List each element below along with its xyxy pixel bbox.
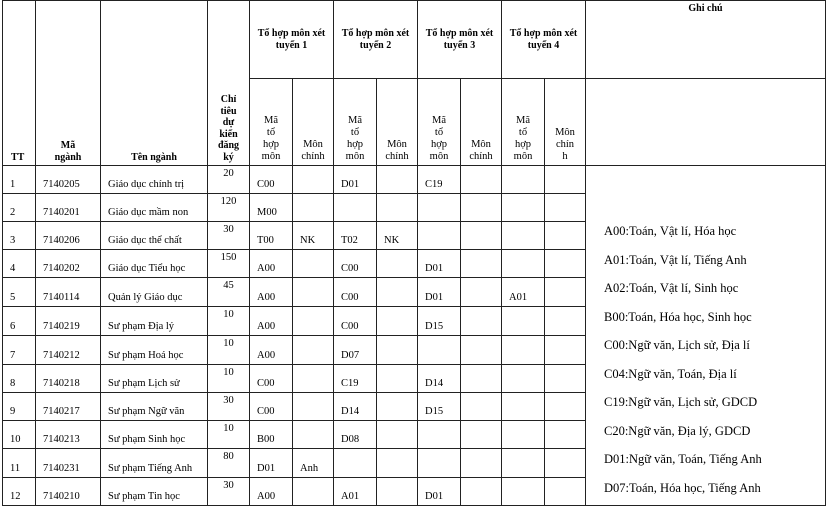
row-mon-chinh-3 (461, 478, 502, 506)
row-ten-nganh: Giáo dục thể chất (101, 222, 208, 250)
row-mon-chinh-2 (377, 250, 418, 278)
row-to-hop-1: C00 (250, 166, 293, 194)
row-to-hop-3: D01 (418, 478, 461, 506)
note-line: C00:Ngữ văn, Lịch sử, Địa lí (604, 338, 750, 352)
row-ma-nganh: 7140201 (36, 194, 101, 222)
header-ma-nganh: Mã ngành (36, 1, 101, 166)
row-to-hop-2: D01 (334, 166, 377, 194)
row-to-hop-4 (502, 365, 545, 393)
row-to-hop-4 (502, 449, 545, 478)
row-ten-nganh: Sư phạm Ngữ văn (101, 393, 208, 421)
row-to-hop-4 (502, 478, 545, 506)
note-line: A01:Toán, Vật lí, Tiếng Anh (604, 252, 747, 267)
row-to-hop-2: C19 (334, 365, 377, 393)
note-line: C19:Ngữ văn, Lịch sử, GDCD (604, 395, 758, 409)
row-tt: 7 (3, 336, 36, 365)
row-mon-chinh-2 (377, 449, 418, 478)
row-ma-nganh: 7140231 (36, 449, 101, 478)
row-to-hop-3: D15 (418, 307, 461, 336)
row-mon-chinh-2 (377, 194, 418, 222)
row-mon-chinh-3 (461, 250, 502, 278)
row-ma-nganh: 7140218 (36, 365, 101, 393)
row-to-hop-1: C00 (250, 393, 293, 421)
row-mon-chinh-2 (377, 336, 418, 365)
row-mon-chinh-2 (377, 166, 418, 194)
row-to-hop-2 (334, 449, 377, 478)
row-ten-nganh: Giáo dục mầm non (101, 194, 208, 222)
row-to-hop-2: C00 (334, 307, 377, 336)
row-mon-chinh-1 (293, 194, 334, 222)
header-group-4: Tổ hợp môn xét tuyển 4 (502, 1, 586, 79)
header-ma-to-hop-2: Mã tổ hợp môn (334, 79, 377, 166)
row-tt: 8 (3, 365, 36, 393)
row-ten-nganh: Sư phạm Địa lý (101, 307, 208, 336)
row-mon-chinh-1: NK (293, 222, 334, 250)
row-to-hop-3: D14 (418, 365, 461, 393)
row-chi-tieu: 30 (208, 393, 250, 421)
row-to-hop-4: A01 (502, 278, 545, 307)
note-line: B00:Toán, Hóa học, Sinh học (604, 309, 752, 324)
note-line: C04:Ngữ văn, Toán, Địa lí (604, 366, 737, 381)
header-mon-chinh-1: Môn chính (293, 79, 334, 166)
row-mon-chinh-3 (461, 278, 502, 307)
row-to-hop-1: B00 (250, 421, 293, 449)
row-mon-chinh-4 (545, 449, 586, 478)
note-line: D07:Toán, Hóa học, Tiếng Anh (604, 480, 761, 495)
note-line: A02:Toán, Vật lí, Sinh học (604, 281, 739, 295)
row-to-hop-4 (502, 166, 545, 194)
row-ma-nganh: 7140202 (36, 250, 101, 278)
row-to-hop-3 (418, 194, 461, 222)
row-ten-nganh: Sư phạm Hoá học (101, 336, 208, 365)
row-mon-chinh-3 (461, 336, 502, 365)
row-mon-chinh-4 (545, 166, 586, 194)
row-tt: 1 (3, 166, 36, 194)
row-mon-chinh-2 (377, 278, 418, 307)
row-chi-tieu: 20 (208, 166, 250, 194)
row-mon-chinh-2 (377, 365, 418, 393)
row-to-hop-1: A00 (250, 478, 293, 506)
row-mon-chinh-1 (293, 278, 334, 307)
row-to-hop-1: D01 (250, 449, 293, 478)
table-row (3, 166, 826, 194)
row-to-hop-3: C19 (418, 166, 461, 194)
notes-cell (586, 166, 826, 506)
row-mon-chinh-3 (461, 393, 502, 421)
row-to-hop-1: T00 (250, 222, 293, 250)
row-mon-chinh-3 (461, 222, 502, 250)
row-mon-chinh-4 (545, 393, 586, 421)
header-ma-to-hop-4: Mã tổ hợp môn (502, 79, 545, 166)
row-chi-tieu: 10 (208, 365, 250, 393)
row-mon-chinh-4 (545, 194, 586, 222)
row-to-hop-1: A00 (250, 250, 293, 278)
row-to-hop-4 (502, 222, 545, 250)
row-to-hop-4 (502, 250, 545, 278)
header-mon-chinh-2: Môn chính (377, 79, 418, 166)
row-tt: 10 (3, 421, 36, 449)
row-chi-tieu: 10 (208, 336, 250, 365)
row-tt: 6 (3, 307, 36, 336)
row-ma-nganh: 7140212 (36, 336, 101, 365)
header-mon-chinh-4: Môn chín h (545, 79, 586, 166)
row-mon-chinh-3 (461, 421, 502, 449)
header-chi-tieu: Chỉ tiêu dự kiến đăng ký (208, 1, 250, 166)
row-to-hop-1: M00 (250, 194, 293, 222)
row-chi-tieu: 10 (208, 307, 250, 336)
admissions-table (2, 0, 826, 506)
row-mon-chinh-1 (293, 307, 334, 336)
row-mon-chinh-4 (545, 421, 586, 449)
row-to-hop-2: C00 (334, 250, 377, 278)
row-ma-nganh: 7140205 (36, 166, 101, 194)
row-to-hop-4 (502, 336, 545, 365)
row-mon-chinh-2 (377, 393, 418, 421)
header-ma-to-hop-3: Mã tổ hợp môn (418, 79, 461, 166)
note-line: C20:Ngữ văn, Địa lý, GDCD (604, 423, 751, 438)
row-to-hop-3 (418, 449, 461, 478)
row-mon-chinh-1: Anh (293, 449, 334, 478)
row-tt: 11 (3, 449, 36, 478)
row-mon-chinh-1 (293, 336, 334, 365)
row-to-hop-2: A01 (334, 478, 377, 506)
row-chi-tieu: 45 (208, 278, 250, 307)
row-to-hop-1: A00 (250, 336, 293, 365)
row-mon-chinh-1 (293, 166, 334, 194)
row-to-hop-2: D08 (334, 421, 377, 449)
row-ma-nganh: 7140210 (36, 478, 101, 506)
row-to-hop-4 (502, 421, 545, 449)
row-mon-chinh-3 (461, 449, 502, 478)
row-mon-chinh-3 (461, 307, 502, 336)
row-tt: 4 (3, 250, 36, 278)
row-ma-nganh: 7140213 (36, 421, 101, 449)
row-mon-chinh-4 (545, 222, 586, 250)
row-to-hop-1: C00 (250, 365, 293, 393)
row-chi-tieu: 10 (208, 421, 250, 449)
row-chi-tieu: 120 (208, 194, 250, 222)
row-ten-nganh: Quản lý Giáo dục (101, 278, 208, 307)
row-mon-chinh-2: NK (377, 222, 418, 250)
row-chi-tieu: 150 (208, 250, 250, 278)
row-to-hop-2: D14 (334, 393, 377, 421)
row-chi-tieu: 30 (208, 222, 250, 250)
row-ma-nganh: 7140217 (36, 393, 101, 421)
row-to-hop-3 (418, 222, 461, 250)
row-to-hop-4 (502, 194, 545, 222)
header-ghi-chu: Ghi chú (586, 1, 826, 79)
row-mon-chinh-2 (377, 421, 418, 449)
row-ten-nganh: Giáo dục Tiểu học (101, 250, 208, 278)
row-mon-chinh-4 (545, 278, 586, 307)
header-mon-chinh-3: Môn chính (461, 79, 502, 166)
row-ten-nganh: Sư phạm Sinh học (101, 421, 208, 449)
row-ten-nganh: Giáo dục chính trị (101, 166, 208, 194)
row-mon-chinh-4 (545, 250, 586, 278)
note-line: D01:Ngữ văn, Toán, Tiếng Anh (604, 452, 762, 466)
row-ten-nganh: Sư phạm Tiếng Anh (101, 449, 208, 478)
row-mon-chinh-4 (545, 478, 586, 506)
header-group-1: Tổ hợp môn xét tuyển 1 (250, 1, 334, 79)
row-to-hop-3 (418, 421, 461, 449)
row-ten-nganh: Sư phạm Lịch sử (101, 365, 208, 393)
row-tt: 5 (3, 278, 36, 307)
row-ma-nganh: 7140206 (36, 222, 101, 250)
row-to-hop-1: A00 (250, 307, 293, 336)
row-to-hop-2: D07 (334, 336, 377, 365)
row-mon-chinh-3 (461, 166, 502, 194)
row-tt: 3 (3, 222, 36, 250)
row-to-hop-2 (334, 194, 377, 222)
header-ten-nganh: Tên ngành (101, 1, 208, 166)
row-mon-chinh-3 (461, 365, 502, 393)
row-tt: 12 (3, 478, 36, 506)
row-to-hop-3: D01 (418, 278, 461, 307)
header-tt: TT (3, 1, 36, 166)
row-mon-chinh-4 (545, 336, 586, 365)
row-ten-nganh: Sư phạm Tin học (101, 478, 208, 506)
row-tt: 9 (3, 393, 36, 421)
row-to-hop-3: D15 (418, 393, 461, 421)
row-to-hop-2: C00 (334, 278, 377, 307)
row-mon-chinh-1 (293, 250, 334, 278)
row-to-hop-4 (502, 393, 545, 421)
row-chi-tieu: 30 (208, 478, 250, 506)
row-tt: 2 (3, 194, 36, 222)
row-to-hop-3 (418, 336, 461, 365)
row-ma-nganh: 7140114 (36, 278, 101, 307)
row-mon-chinh-1 (293, 421, 334, 449)
row-to-hop-4 (502, 307, 545, 336)
row-mon-chinh-1 (293, 393, 334, 421)
header-group-3: Tổ hợp môn xét tuyển 3 (418, 1, 502, 79)
row-mon-chinh-4 (545, 307, 586, 336)
row-mon-chinh-3 (461, 194, 502, 222)
row-mon-chinh-2 (377, 307, 418, 336)
row-mon-chinh-2 (377, 478, 418, 506)
header-ma-to-hop-1: Mã tổ hợp môn (250, 79, 293, 166)
row-to-hop-1: A00 (250, 278, 293, 307)
row-mon-chinh-1 (293, 478, 334, 506)
header-ghi-chu-blank (586, 79, 826, 166)
row-mon-chinh-4 (545, 365, 586, 393)
row-to-hop-3: D01 (418, 250, 461, 278)
row-mon-chinh-1 (293, 365, 334, 393)
header-group-2: Tổ hợp môn xét tuyển 2 (334, 1, 418, 79)
row-to-hop-2: T02 (334, 222, 377, 250)
row-ma-nganh: 7140219 (36, 307, 101, 336)
row-chi-tieu: 80 (208, 449, 250, 478)
note-line: A00:Toán, Vật lí, Hóa học (604, 224, 737, 238)
